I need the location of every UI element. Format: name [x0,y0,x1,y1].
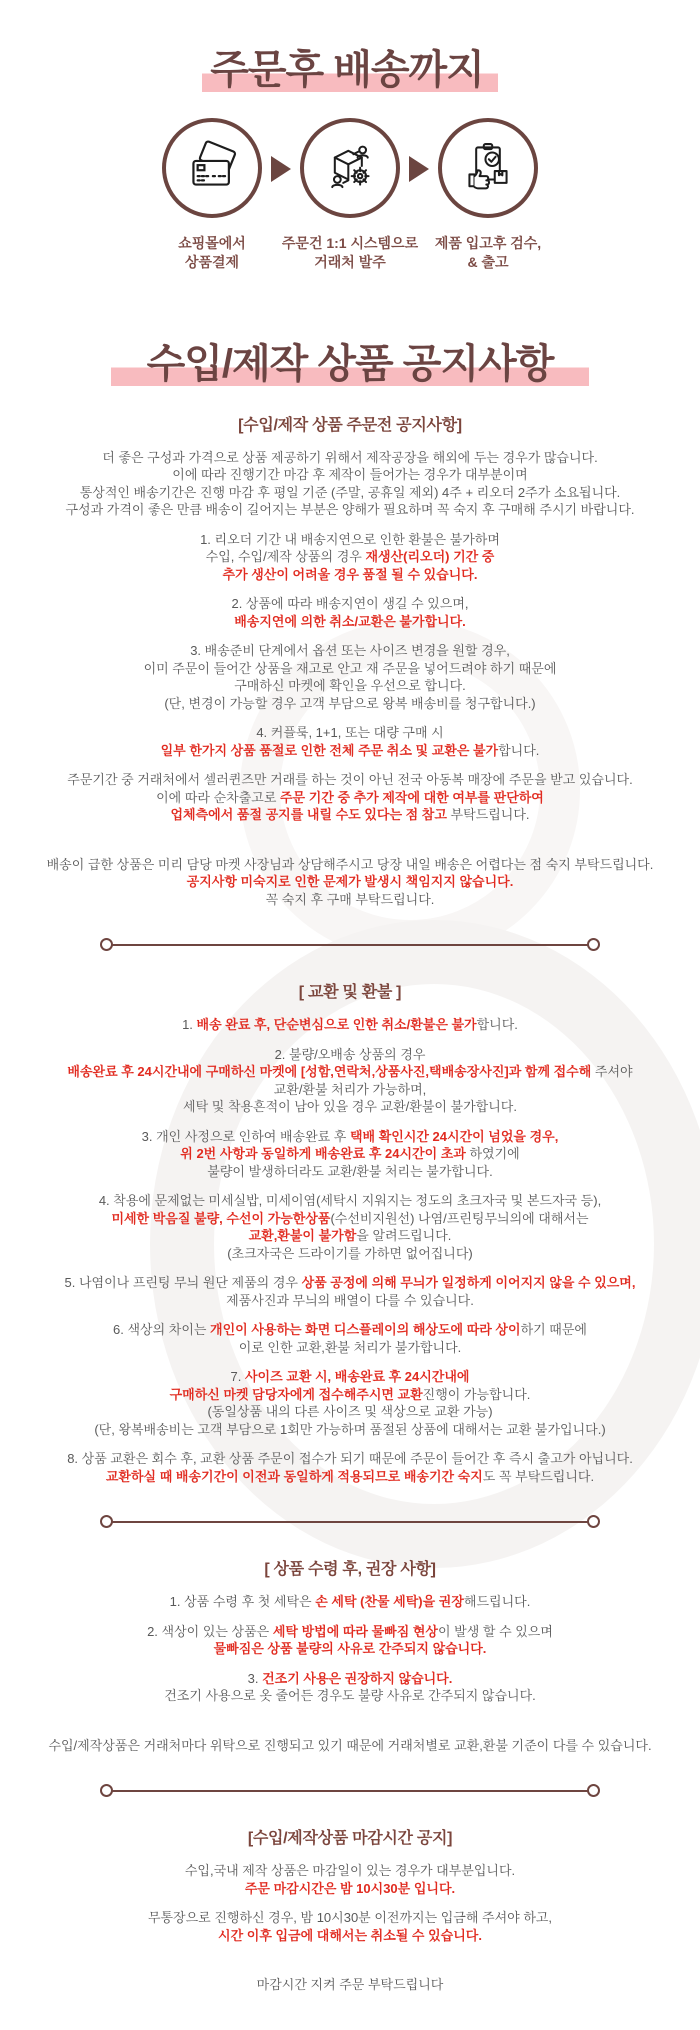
notice-section [0,979,700,1485]
notice-line [27,642,673,660]
step-label-line: 상품결제 [184,253,240,270]
notice-line [27,1403,673,1421]
notice-line [27,595,673,613]
notice-paragraph [27,771,673,824]
body-text: 1. 리오더 기간 내 배송지연으로 인한 환불은 불가하며 [200,531,500,547]
body-text: 꼭 숙지 후 구매 부탁드립니다. [265,891,435,907]
step-label-line: & 출고 [467,253,509,270]
emphasis-text: 택배 확인시간 24시간이 넘었을 경우, [349,1128,559,1144]
notice-line [27,742,673,760]
notice-line [27,466,673,484]
notice-paragraph [27,856,673,909]
body-text: 이미 주문이 들어간 상품을 재고로 안고 재 주문을 넣어드려야 하기 때문에 [143,660,557,676]
body-text: 6. 색상의 차이는 [113,1322,211,1338]
notice-line [27,1292,673,1310]
body-text: 4. 착용에 문제없는 미세실밥, 미세이염(세탁시 지워지는 정도의 초크자국 및 본드자국 등), [98,1193,602,1209]
notice-line [27,1081,673,1099]
notice-paragraph [27,1321,673,1356]
body-text: 수입/제작상품은 거래처마다 위탁으로 진행되고 있기 때문에 거래처별로 교환,환불 기준이 다를 수 있습니다. [48,1737,652,1753]
notice-paragraph [27,531,673,584]
emphasis-text: 재생산(리오더) 기간 중 [365,549,495,565]
notice-line [27,1927,673,1945]
body-text: 1. [182,1017,197,1033]
body-text: 건조기 사용으로 옷 줄어든 경우도 불량 사유로 간주되지 않습니다. [164,1688,536,1704]
divider-ring-icon [587,1515,600,1528]
notice-line [27,1421,673,1439]
body-text: 구매하신 마켓에 확인을 우선으로 합니다. [234,678,466,694]
emphasis-text: 미세한 박음질 불량, 수선이 가능한상품 [111,1210,331,1226]
notice-line [27,724,673,742]
notice-paragraph [27,1623,673,1658]
notice-line [27,1163,673,1181]
emphasis-text: 주문 기간 중 추가 제작에 대한 여부를 판단하여 [279,789,544,805]
notice-line [27,1909,673,1927]
notice-paragraph [27,724,673,759]
notice-line [27,566,673,584]
step-payment-circle [162,118,262,218]
notice-line [27,1670,673,1688]
body-text: 이 발생 할 수 있으며 [438,1623,553,1639]
notice-line [27,531,673,549]
step-inspection [395,118,581,272]
notice-paragraph [27,595,673,630]
body-text: 교환/환불 처리가 가능하며, [273,1081,427,1097]
body-text: 수입, 수입/제작 상품의 경우 [205,549,366,565]
notice-paragraph [27,1274,673,1309]
body-text: 수입,국내 제작 상품은 마감일이 있는 경우가 대부분입니다. [184,1863,516,1879]
emphasis-text: 공지사항 미숙지로 인한 문제가 발생시 책임지지 않습니다. [186,874,514,890]
divider-ring-icon [587,1784,600,1797]
step-payment-label [178,234,246,272]
body-text: 이에 따라 순차출고로 [156,789,280,805]
notice-line [27,449,673,467]
order-system-icon [323,139,377,198]
emphasis-text: 주문 마감시간은 밤 10시30분 입니다. [244,1880,456,1896]
body-text: 도 꼭 부탁드립니다. [482,1468,595,1484]
emphasis-text: 추가 생산이 어려울 경우 품절 될 수 있습니다. [222,566,478,582]
body-text: 합니다. [498,742,540,758]
order-process-steps [0,118,700,272]
notice-line [27,1192,673,1210]
notice-line [27,1016,673,1034]
body-text: 제품사진과 무늬의 배열이 다를 수 있습니다. [226,1292,474,1308]
section-divider [100,1784,600,1797]
notice-line [27,1321,673,1339]
notice-line [27,856,673,874]
emphasis-text: 상품 공정에 의해 무늬가 일정하게 이어지지 않을 수 있으며, [301,1275,636,1291]
notice-line [27,789,673,807]
notice-line [27,1976,673,1994]
step-label-line: 주문건 1:1 시스템으로 [281,235,419,251]
notice-line [27,771,673,789]
notice-paragraph [27,1450,673,1485]
body-text: 진행이 가능합니다. [422,1386,531,1402]
notice-line [27,1339,673,1357]
notice-line [27,1227,673,1245]
notice-line [27,1468,673,1486]
notice-paragraph [27,1046,673,1116]
emphasis-text: 개인이 사용하는 화면 디스플레이의 해상도에 따라 상이 [210,1322,521,1338]
page-title [0,0,700,92]
notice-paragraph [27,1976,673,1994]
step-inspection-circle [438,118,538,218]
emphasis-text: 배송지연에 의한 취소/교환은 불가합니다. [234,613,466,629]
notice-paragraph [27,1862,673,1897]
section-heading: [ 상품 수령 후, 권장 사항] [264,1561,436,1579]
notice-section [0,1556,700,1754]
body-text: 1. 상품 수령 후 첫 세탁은 [169,1594,316,1610]
notice-title-text: 수입/제작 상품 공지사항 [111,344,590,386]
notice-line [27,1128,673,1146]
body-text: 배송이 급한 상품은 미리 담당 마켓 사장님과 상담해주시고 당장 내일 배송은 어렵다는 점 숙지 부탁드립니다. [46,856,654,872]
emphasis-text: 업체측에서 품절 공지를 내릴 수도 있다는 점 참고 [170,807,451,823]
body-text: 더 좋은 구성과 가격으로 상품 제공하기 위해서 제작공장을 해외에 두는 경우가 많습니다. [102,449,598,465]
notice-paragraph [27,1192,673,1262]
notice-line [27,1145,673,1163]
notice-line [27,1593,673,1611]
page-title-text: 주문후 배송까지 [202,50,498,92]
section-heading: [수입/제작 상품 주문전 공지사항] [238,416,462,434]
notice-paragraph [27,1909,673,1944]
divider-line [112,1521,588,1524]
notice-paragraph [27,642,673,712]
body-text: 합니다. [476,1017,518,1033]
notice-section [0,412,700,909]
body-text: 주문기간 중 거래처에서 셀러퀸즈만 거래를 하는 것이 아닌 전국 아동복 매장에 주문을 받고 있습니다. [67,772,633,788]
notice-line [27,1210,673,1228]
notice-paragraph [27,1593,673,1611]
body-text: 2. 불량/오배송 상품의 경우 [274,1046,426,1062]
emphasis-text: 교환,환불이 불가함 [248,1228,357,1244]
notice-line [27,1450,673,1468]
body-text: 을 알려드립니다. [356,1228,452,1244]
notice-line [27,695,673,713]
notice-line [27,660,673,678]
notice-line [27,677,673,695]
divider-line [112,944,588,947]
notice-line [27,613,673,631]
body-text: 2. 색상이 있는 상품은 [147,1623,273,1639]
section-heading: [수입/제작상품 마감시간 공지] [247,1830,453,1848]
section-divider [100,1515,600,1528]
body-text: 3. 배송준비 단계에서 옵션 또는 사이즈 변경을 원할 경우, [190,643,510,659]
notice-paragraph [27,1670,673,1705]
notice-line [27,873,673,891]
notice-sections [0,412,700,1994]
section-heading: [ 교환 및 환불 ] [298,984,402,1002]
section-divider [100,938,600,951]
body-text: 해드립니다. [463,1594,531,1610]
emphasis-text: 위 2번 사항과 동일하게 배송완료 후 24시간이 초과 [180,1146,466,1162]
body-text: 4. 커플룩, 1+1, 또는 대량 구매 시 [256,725,444,741]
body-text: 구성과 가격이 좋은 만큼 배송이 길어지는 부분은 양해가 필요하며 꼭 숙지 후 구매해 주시기 바랍니다. [65,502,635,518]
emphasis-text: 건조기 사용은 권장하지 않습니다. [262,1670,453,1686]
credit-card-icon [185,139,239,198]
notice-line [27,1623,673,1641]
body-text: 주셔야 [591,1064,633,1080]
emphasis-text: 세탁 방법에 따라 물빠짐 현상 [272,1623,438,1639]
body-text: 8. 상품 교환은 회수 후, 교환 상품 주문이 접수가 되기 때문에 주문이 들어간 후 즉시 출고가 아닙니다. [67,1451,633,1467]
notice-line [27,1245,673,1263]
notice-line [27,1737,673,1755]
body-text: (동일상품 내의 다른 사이즈 및 색상으로 교환 가능) [207,1404,493,1420]
divider-line [112,1790,588,1793]
notice-section [0,1825,700,1994]
emphasis-text: 구매하신 마켓 담당자에게 접수해주시면 교환 [169,1386,423,1402]
notice-line [27,501,673,519]
body-text: 7. [230,1369,245,1385]
emphasis-text: 배송 완료 후, 단순변심으로 인한 취소/환불은 불가 [196,1017,477,1033]
body-text: 마감시간 지켜 주문 부탁드립니다 [256,1977,444,1993]
notice-line [27,1063,673,1081]
body-text: 무통장으로 진행하신 경우, 밤 10시30분 이전까지는 입금해 주셔야 하고, [147,1910,553,1926]
step-label-line: 쇼핑몰에서 [178,235,246,251]
emphasis-text: 손 세탁 (찬물 세탁)을 권장 [315,1594,464,1610]
body-text: 2. 상품에 따라 배송지연이 생길 수 있으며, [231,596,469,612]
notice-paragraph [27,1128,673,1181]
inspection-shipment-icon [461,139,515,198]
notice-line [27,891,673,909]
notice-line [27,1368,673,1386]
body-text: 5. 나염이나 프린팅 무늬 원단 제품의 경우 [64,1275,302,1291]
body-text: (수선비지원선) 나염/프린팅무늬의에 대해서는 [330,1210,589,1226]
body-text: (단, 왕복배송비는 고객 부담으로 1회만 가능하며 품절된 상품에 대해서는 교환 불가입니다.) [94,1421,606,1437]
divider-ring-icon [587,938,600,951]
notice-line [27,1862,673,1880]
step-label-line: 거래처 발주 [314,253,386,270]
body-text: 불량이 발생하더라도 교환/환불 처리는 불가합니다. [207,1163,493,1179]
notice-line [27,484,673,502]
notice-line [27,548,673,566]
emphasis-text: 일부 한가지 상품 품절로 인한 전체 주문 취소 및 교환은 불가 [160,742,499,758]
notice-line [27,1274,673,1292]
body-text: 이에 따라 진행기간 마감 후 제작이 들어가는 경우가 대부분이며 [172,467,528,483]
body-text: (초크자국은 드라이기를 가하면 없어집니다) [227,1245,473,1261]
notice-line [27,1687,673,1705]
notice-title [0,272,700,386]
notice-line [27,1098,673,1116]
notice-paragraph [27,449,673,519]
notice-line [27,806,673,824]
notice-line [27,1640,673,1658]
body-text: 부탁드립니다. [450,807,530,823]
body-text: 3. [247,1670,263,1686]
notice-line [27,1386,673,1404]
emphasis-text: 시간 이후 입금에 대해서는 취소될 수 있습니다. [218,1927,482,1943]
body-text: (단, 변경이 가능할 경우 고객 부담으로 왕복 배송비를 청구합니다.) [164,695,536,711]
step-order-system-circle [300,118,400,218]
emphasis-text: 물빠짐은 상품 불량의 사유로 간주되지 않습니다. [213,1641,487,1657]
step-inspection-label [435,234,541,272]
step-label-line: 제품 입고후 검수, [434,235,542,251]
emphasis-text: 교환하실 때 배송기간이 이전과 동일하게 적용되므로 배송기간 숙지 [105,1468,483,1484]
emphasis-text: 사이즈 교환 시, 배송완료 후 24시간내에 [244,1369,470,1385]
body-text: 이로 인한 교환,환불 처리가 불가합니다. [238,1339,462,1355]
emphasis-text: 배송완료 후 24시간내에 구매하신 마켓에 [성함,연락처,상품사진,택배송장사진]과 함께 접수해 [67,1064,592,1080]
body-text: 하였기에 [465,1146,520,1162]
body-text: 3. 개인 사정으로 인하여 배송완료 후 [141,1128,350,1144]
body-text: 통상적인 배송기간은 진행 마감 후 평일 기준 (주말, 공휴일 제외) 4주 + 리오더 2주가 소요됩니다. [79,484,621,500]
notice-line [27,1046,673,1064]
notice-line [27,1880,673,1898]
notice-paragraph [27,1737,673,1755]
body-text: 세탁 및 착용흔적이 남아 있을 경우 교환/환불이 불가합니다. [183,1099,517,1115]
notice-paragraph [27,1016,673,1034]
notice-paragraph [27,1368,673,1438]
body-text: 하기 때문에 [520,1322,587,1338]
